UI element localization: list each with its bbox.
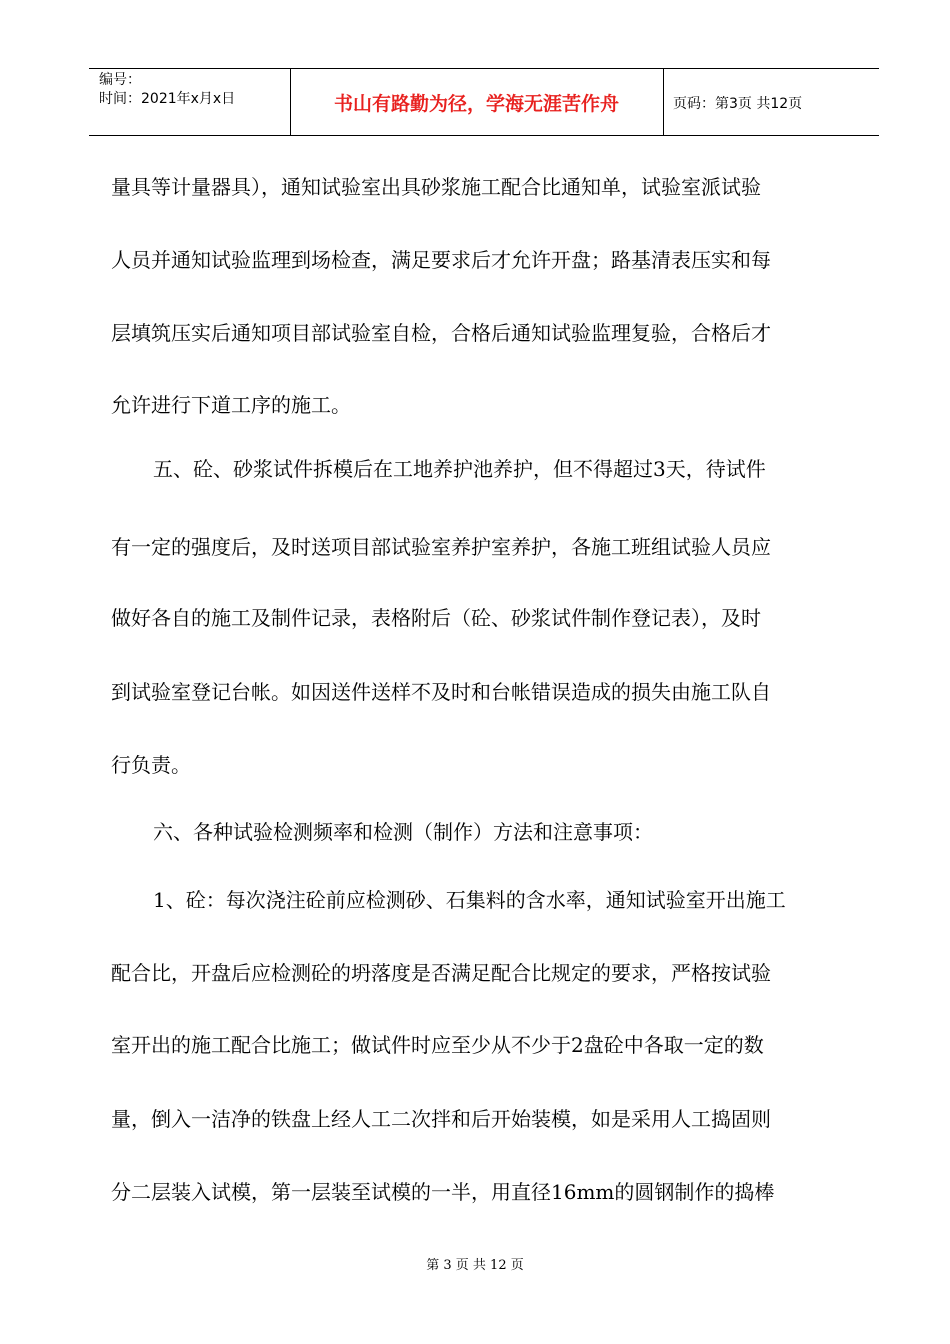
body-line: 分二层装入试模，第一层装至试模的一半，用直径16mm的圆钢制作的捣棒 xyxy=(111,1180,775,1204)
body-line: 六、各种试验检测频率和检测（制作）方法和注意事项： xyxy=(153,820,653,844)
header-motto: 书山有路勤为径，学海无涯苦作舟 xyxy=(333,93,619,115)
body-line: 到试验室登记台帐。如因送件送样不及时和台帐错误造成的损失由施工队自 xyxy=(111,680,771,704)
page-footer: 第 3 页 共 12 页 xyxy=(426,1258,524,1273)
header-top-rule xyxy=(89,68,879,69)
body-line: 有一定的强度后，及时送项目部试验室养护室养护，各施工班组试验人员应 xyxy=(111,535,771,559)
body-line: 量具等计量器具），通知试验室出具砂浆施工配合比通知单，试验室派试验 xyxy=(111,175,761,199)
body-line: 人员并通知试验监理到场检查，满足要求后才允许开盘；路基清表压实和每 xyxy=(111,248,771,272)
header-page-label: 页码：第3页 共12页 xyxy=(673,96,803,112)
body-line: 层填筑压实后通知项目部试验室自检，合格后通知试验监理复验，合格后才 xyxy=(111,321,771,345)
body-line: 量，倒入一洁净的铁盘上经人工二次拌和后开始装模，如是采用人工捣固则 xyxy=(111,1107,771,1131)
body-line: 五、砼、砂浆试件拆模后在工地养护池养护，但不得超过3天，待试件 xyxy=(153,457,766,481)
header-bottom-rule xyxy=(89,135,879,136)
body-line: 配合比，开盘后应检测砼的坍落度是否满足配合比规定的要求，严格按试验 xyxy=(111,961,771,985)
document-code-label: 编号： xyxy=(99,72,141,88)
document-time-label: 时间：2021年x月x日 xyxy=(99,91,236,107)
body-line: 允许进行下道工序的施工。 xyxy=(111,393,351,417)
body-line: 1、砼：每次浇注砼前应检测砂、石集料的含水率，通知试验室开出施工 xyxy=(153,888,786,912)
body-line: 做好各自的施工及制件记录，表格附后（砼、砂浆试件制作登记表），及时 xyxy=(111,606,761,630)
header-divider-right xyxy=(663,68,664,135)
body-line: 室开出的施工配合比施工；做试件时应至少从不少于2盘砼中各取一定的数 xyxy=(111,1033,764,1057)
body-line: 行负责。 xyxy=(111,753,191,777)
